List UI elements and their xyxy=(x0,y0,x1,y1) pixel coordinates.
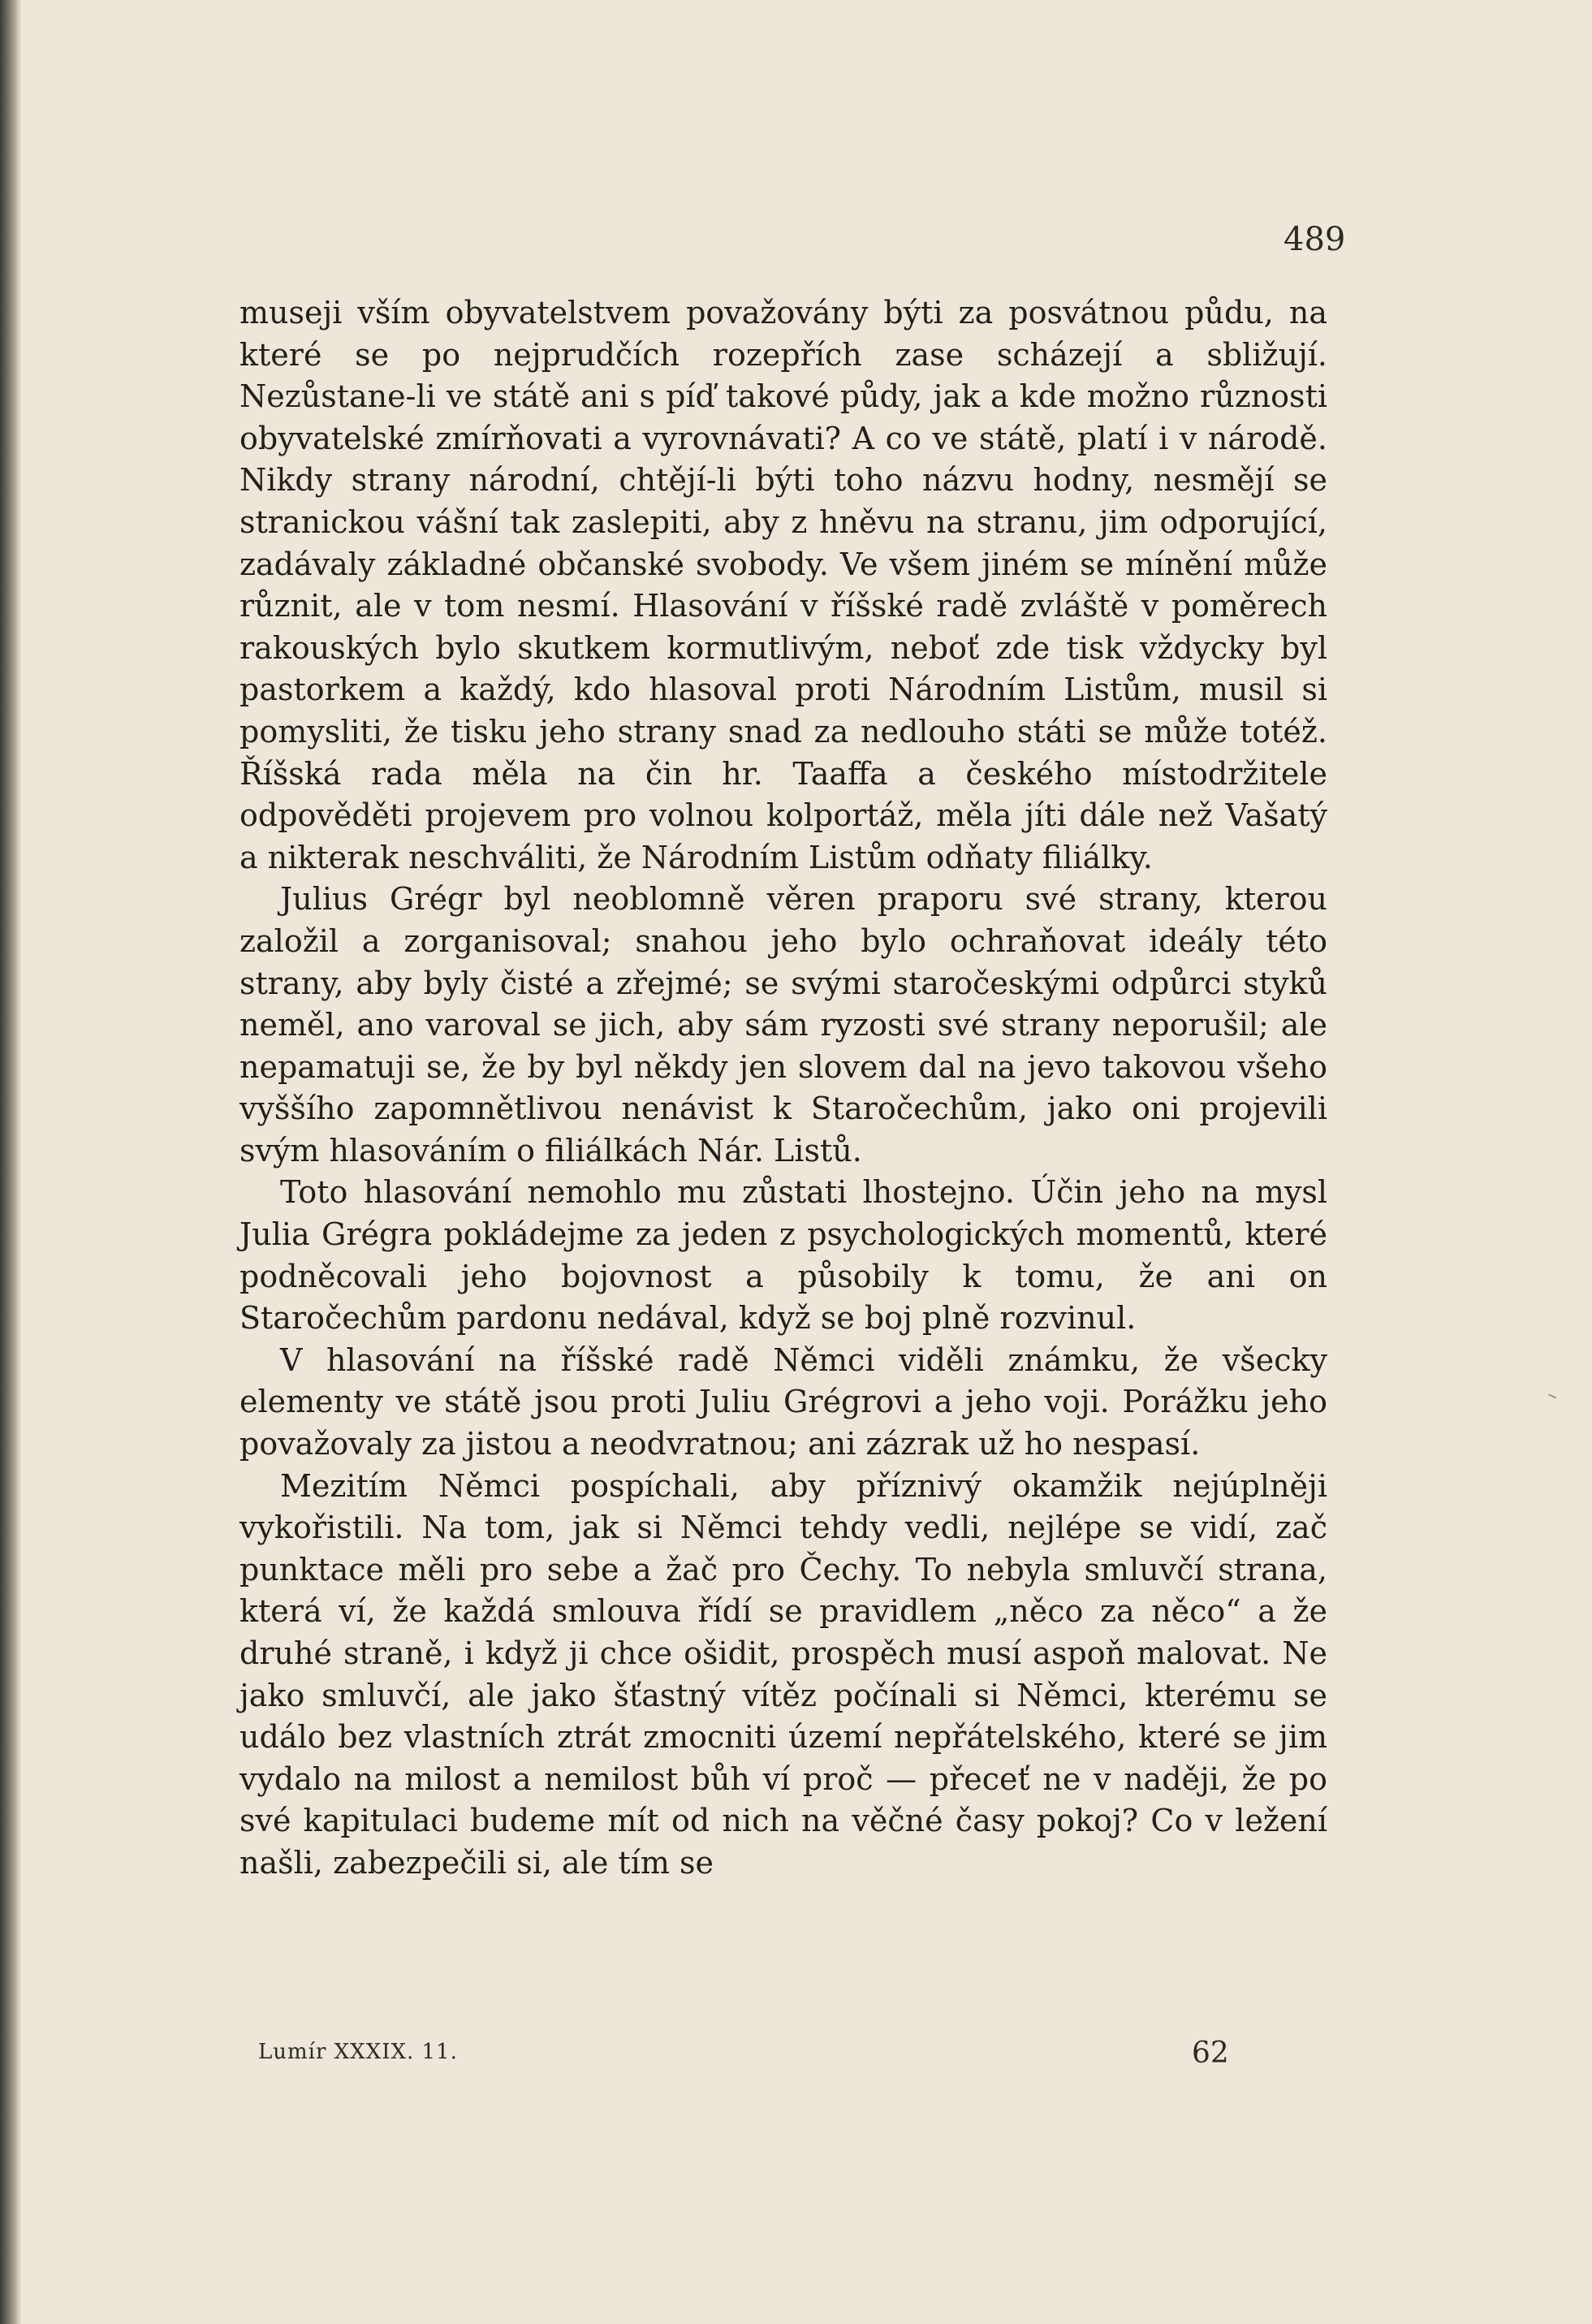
paragraph-4: V hlasování na říšské radě Němci viděli známku, že všecky elementy ve státě jsou proti Juliu Grégrovi a jeho voji. Porážku jeho považovaly za jistou a neodvratnou; ani zázrak už ho nespasí. xyxy=(239,1341,1327,1462)
book-spine-shadow xyxy=(0,0,18,2324)
paragraph-1: museji vším obyvatelstvem považovány býti za posvátnou půdu, na které se po nejprudčích rozepřích zase scházejí a sbližují. Nezůstane-li ve státě ani s píď takové půdy, jak a kde možno různosti obyvatelské zmírňovati a vyrovnávati? A co ve státě, platí i v národě. Nikdy strany národní, chtějí-li býti toho názvu hodny, nesmějí se stranickou vášní tak zaslepiti, aby z hněvu na stranu, jim odporující, zadávaly základné občanské svobody. Ve všem jiném se mínění může různit, ale v tom nesmí. Hlasování v říšské radě zvláště v poměrech rakouských bylo skutkem kormutlivým, neboť zde tisk vždycky byl pastorkem a každý, kdo hlasoval proti Národním Listům, musil si pomysliti, že tisku jeho strany snad za nedlouho státi se může totéž. Říšská rada měla na čin hr. Taaffa a českého místodržitele odpověděti projevem pro volnou kolportáž, měla jíti dále než Vašatý a nikterak neschváliti, že Národním Listům odňaty filiálky. xyxy=(239,295,1327,875)
footer-signature: Lumír XXXIX. 11. xyxy=(258,2040,458,2064)
paragraph-5: Mezitím Němci pospíchali, aby příznivý okamžik nejúplněji vykořistili. Na tom, jak si Němci tehdy vedli, nejlépe se vidí, zač punktace měli pro sebe a žač pro Čechy. To nebyla smluvčí strana, která ví, že každá smlouva řídí se pravidlem „něco za něco“ a že druhé straně, i když ji chce ošidit, prospěch musí aspoň malovat. Ne jako smluvčí, ale jako šťastný vítěz počínali si Němci, kterému se událo bez vlastních ztrát zmocniti území nepřátelského, které se jim vydalo na milost a nemilost bůh ví proč — přeceť ne v naději, že po své kapitulaci budeme mít od nich na věčné časy pokoj? Co v ležení našli, zabezpečili si, ale tím se xyxy=(239,1467,1327,1881)
paragraph-3: Toto hlasování nemohlo mu zůstati lhostejno. Účin jeho na mysl Julia Grégra pokládejme za jeden z psychologických momentů, které podněcovali jeho bojovnost a působily k tomu, že ani on Staročechům pardonu nedával, když se boj plně rozvinul. xyxy=(239,1174,1327,1337)
paragraph-2: Julius Grégr byl neoblomně věren praporu své strany, kterou založil a zorganisoval; snahou jeho bylo ochraňovat ideály této strany, aby byly čisté a zřejmé; se svými staročeskými odpůrci styků neměl, ano varoval se jich, aby sám ryzosti své strany neporušil; ale nepamatuji se, že by byl někdy jen slovem dal na jevo takovou všeho vyššího zapomnětlivou nenávist k Staročechům, jako oni projevili svým hlasováním o filiálkách Nár. Listů. xyxy=(239,881,1327,1168)
margin-mark xyxy=(1545,1393,1556,1406)
footer-sheet-number: 62 xyxy=(1192,2037,1229,2070)
page-footer xyxy=(258,2037,1232,2069)
body-text xyxy=(239,292,1327,1885)
page-number: 489 xyxy=(1284,221,1346,258)
